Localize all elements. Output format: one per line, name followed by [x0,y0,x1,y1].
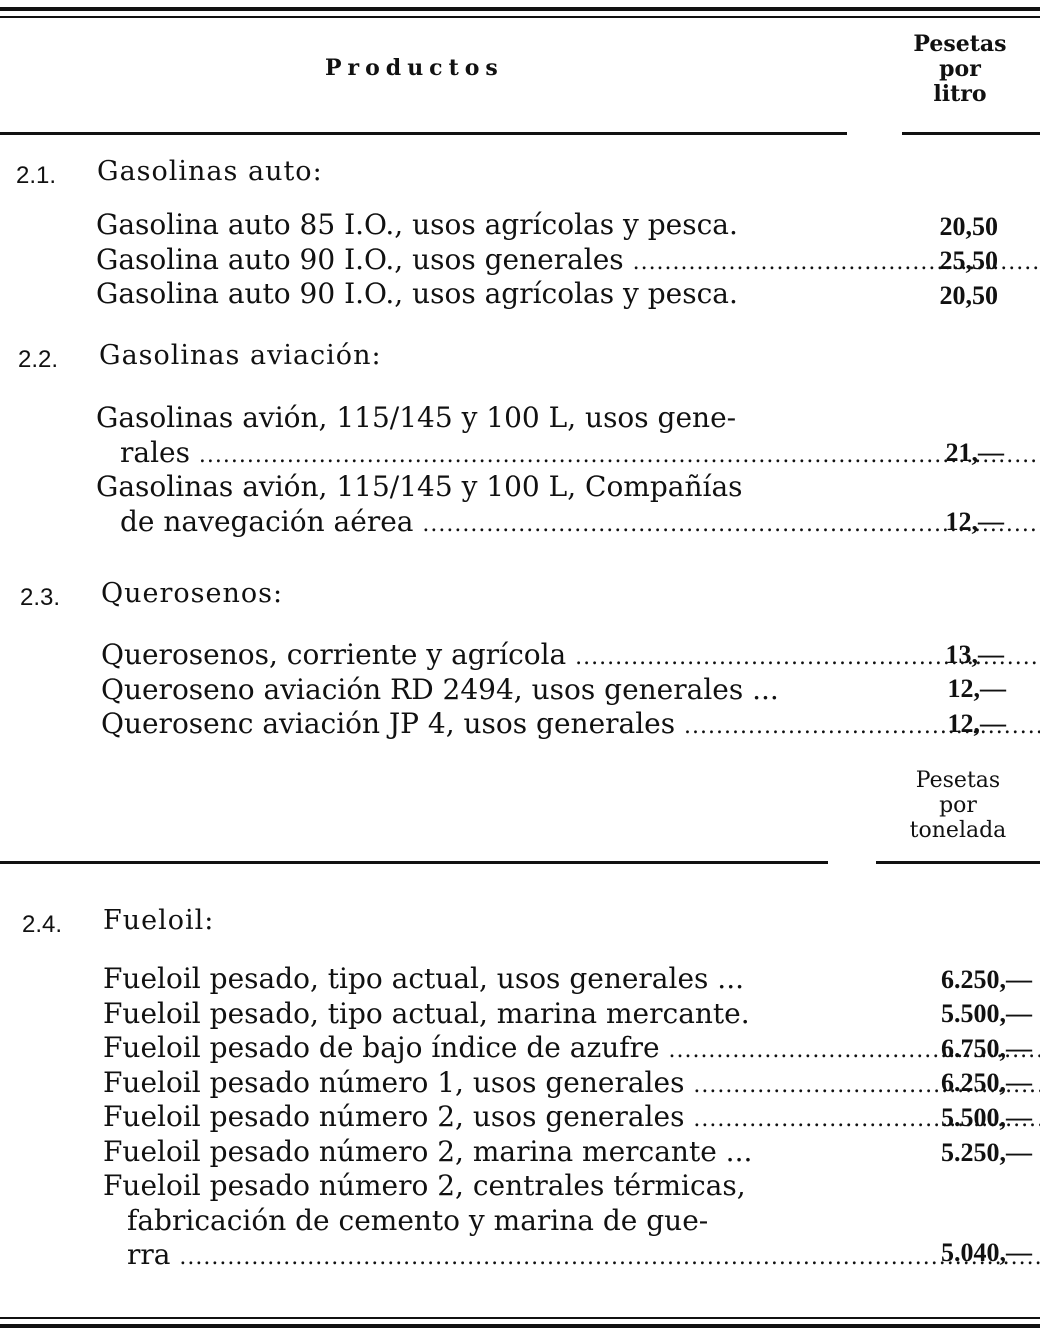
list-item [96,401,844,436]
item-description: Fueloil pesado número 2, centrales térmicas, [103,1169,746,1202]
list-item-continuation [96,505,844,540]
item-description: Queroseno aviación RD 2494, usos generales ... [101,672,779,706]
section-title: Querosenos: [101,578,284,609]
item-price: 5.040,— [941,1238,1032,1267]
section-title: Fueloil: [103,905,215,936]
bottom-rule-inner [0,1317,1040,1319]
item-description: Fueloil pesado número 1, usos generales [103,1065,685,1099]
item-description: Fueloil pesado número 2, marina mercante ... [103,1134,753,1168]
section-title: Gasolinas auto: [97,156,323,187]
section-title: Gasolinas aviación: [99,340,382,371]
item-description: Gasolina auto 90 I.O., usos generales [96,242,624,276]
unit-header-litro-line3: litro [933,81,987,107]
list-item [103,1100,847,1135]
item-price: 20,50 [939,212,998,241]
item-price: 13,— [945,640,1004,669]
item-price: 25,50 [939,246,998,275]
list-item [103,1066,847,1101]
list-item [103,1169,847,1204]
section-2-1-items [96,208,844,312]
section-2-2-items [96,401,844,539]
item-description: Gasolina auto 90 I.O., usos agrícolas y pesca. [96,277,738,310]
item-price: 6.250,— [941,1068,1032,1097]
item-description: Fueloil pesado número 2, usos generales [103,1100,685,1133]
list-item-continuation [96,436,844,471]
mid-rule-right [876,861,1040,864]
item-description: Fueloil pesado de bajo índice de azufre [103,1031,660,1064]
top-rule-outer [0,7,1040,11]
header-rule-left [0,132,847,135]
section-number: 2.1. [16,162,57,189]
list-item [103,962,847,997]
section-2-3-items [101,638,847,742]
top-rule-inner [0,16,1040,18]
item-description: de navegación aérea [120,504,414,538]
item-price: 5.500,— [941,999,1032,1028]
list-item [96,277,844,312]
list-item [96,208,844,243]
item-price: 12,— [945,507,1004,536]
leader-dots [199,439,1040,474]
unit-header-litro-line1: Pesetas [913,31,1007,57]
unit-header-tonelada [893,768,1023,843]
list-item [103,997,847,1032]
list-item [103,1135,847,1170]
item-description: Gasolina auto 85 I.O., usos agrícolas y pesca. [96,208,738,241]
item-description: Fueloil pesado, tipo actual, usos generales ... [103,962,744,995]
list-item-continuation [103,1238,847,1273]
section-number: 2.2. [18,346,59,373]
item-description: fabricación de cemento y marina de gue- [127,1203,709,1237]
products-header: Productos [325,55,504,81]
section-number: 2.4. [22,911,63,938]
list-item [103,1031,847,1066]
leader-dots [179,1241,1040,1276]
item-price: 6.750,— [941,1034,1032,1063]
item-description: rra [127,1238,171,1271]
mid-rule-left [0,861,828,864]
item-price: 6.250,— [941,965,1032,994]
unit-header-tonelada-line3: tonelada [909,818,1007,843]
item-price: 12,— [947,709,1006,738]
item-price: 20,50 [939,281,998,310]
item-description: Querosenc aviación JP 4, usos generales [101,707,676,740]
item-price: 21,— [945,438,1004,467]
item-price: 12,— [947,674,1006,703]
item-price: 5.500,— [941,1103,1032,1132]
list-item [101,673,847,708]
list-item [101,638,847,673]
list-item [96,243,844,278]
list-item [96,470,844,505]
item-description: rales [120,435,190,469]
header-rule-right [902,132,1040,135]
item-description: Gasolinas avión, 115/145 y 100 L, Compañías [96,470,743,503]
item-description: Fueloil pesado, tipo actual, marina mercante. [103,996,750,1030]
section-2-4-items [103,962,847,1273]
unit-header-litro [895,32,1025,107]
bottom-rule-outer [0,1324,1040,1328]
unit-header-litro-line2: por [939,56,981,82]
list-item-continuation [103,1204,847,1239]
unit-header-tonelada-line1: Pesetas [915,768,1001,793]
list-item [101,707,847,742]
section-number: 2.3. [20,584,61,611]
unit-header-tonelada-line2: por [939,793,977,818]
item-description: Querosenos, corriente y agrícola [101,638,567,671]
item-description: Gasolinas avión, 115/145 y 100 L, usos gene- [96,401,737,434]
item-price: 5.250,— [941,1138,1032,1167]
